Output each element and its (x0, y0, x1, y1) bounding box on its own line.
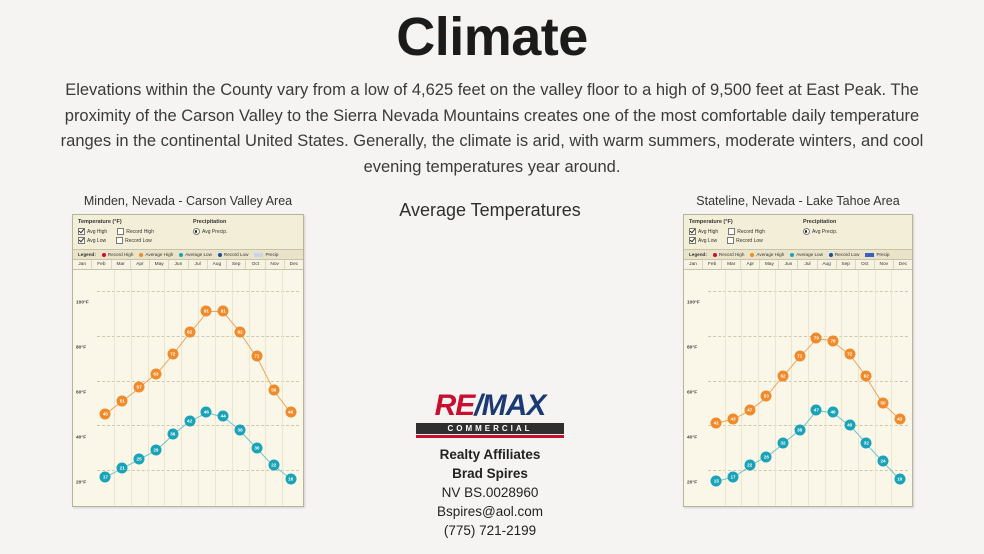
checkbox-icon (689, 228, 696, 235)
chart-gridline-vertical (181, 270, 182, 506)
chart-data-point: 82 (184, 326, 195, 337)
temperature-options (78, 219, 183, 246)
precipitation-options-header: Precipitation (193, 219, 227, 226)
y-tick-label: 100°F (687, 300, 700, 306)
legend-item-record-high (102, 252, 134, 257)
month-label: Nov (266, 260, 285, 269)
legend-text: Record High (107, 252, 134, 258)
legend-text: Average High (756, 252, 785, 258)
chart-data-point: 72 (844, 348, 855, 359)
checkbox-avg-low-label: Avg Low (698, 237, 718, 244)
chart-data-point: 56 (268, 384, 279, 395)
legend-text: Average High (145, 252, 174, 258)
month-label: Jul (189, 260, 208, 269)
y-tick-label: 40°F (76, 435, 87, 441)
chart-gridline-vertical (265, 270, 266, 506)
legend-swatch-icon (254, 253, 263, 257)
legend-item-average-high (750, 252, 784, 257)
precipitation-options (803, 219, 907, 246)
chart-plot-minden (73, 270, 303, 506)
legend-swatch-icon (179, 253, 183, 257)
checkbox-avg-low[interactable] (689, 237, 717, 244)
precipitation-options-header: Precipitation (803, 219, 837, 226)
month-label: Apr (131, 260, 150, 269)
chart-gridline-vertical (725, 270, 726, 506)
chart-data-point: 71 (251, 351, 262, 362)
checkbox-icon (689, 237, 696, 244)
chart-gridline-vertical (232, 270, 233, 506)
month-label: Sep (227, 260, 246, 269)
remax-logo-block (340, 391, 640, 540)
chart-data-point: 32 (861, 438, 872, 449)
chart-data-point: 72 (167, 348, 178, 359)
month-label: Dec (289, 262, 299, 268)
chart-data-point: 45 (100, 409, 111, 420)
chart-data-point: 38 (794, 424, 805, 435)
chart-gridline-vertical (758, 270, 759, 506)
chart-legend-minden (73, 250, 303, 260)
month-label: May (150, 260, 169, 269)
checkbox-record-high-label: Record High (126, 228, 154, 235)
month-label: Jun (169, 260, 188, 269)
y-tick-label: 60°F (76, 390, 87, 396)
remax-max-text: MAX (481, 389, 546, 423)
y-tick-label: 80°F (76, 345, 87, 351)
y-tick-label: 100°F (76, 300, 89, 306)
chart-data-point: 32 (778, 438, 789, 449)
chart-frame-stateline (683, 214, 913, 507)
chart-gridline-vertical (791, 270, 792, 506)
chart-data-point: 17 (100, 471, 111, 482)
chart-caption-stateline: Stateline, Nevada - Lake Tahoe Area (696, 194, 900, 209)
legend-text: Average Low (185, 252, 212, 258)
chart-data-point: 42 (184, 415, 195, 426)
chart-data-point: 91 (201, 306, 212, 317)
intro-paragraph: Elevations within the County vary from a low of 4,625 feet on the valley floor to a high of 9,500 feet at East Peak. The proximity of the Carson Valley to the Sierra Nevada Mountains creates one of the most comfortable daily temperature ranges in the continental United States. Generally, the climate is arid, with warm summers, moderate winters, and cool evening temperatures year around. (60, 81, 924, 176)
radio-avg-precip-label: Avg Precip. (812, 228, 838, 235)
checkbox-record-high-label: Record High (737, 228, 765, 235)
checkbox-icon (116, 237, 123, 244)
legend-item-average-low (179, 252, 212, 257)
legend-item-average-low (790, 252, 823, 257)
chart-data-point: 16 (285, 473, 296, 484)
month-label: Oct (246, 260, 265, 269)
chart-data-point: 46 (285, 406, 296, 417)
chart-data-point: 21 (117, 462, 128, 473)
chart-data-point: 26 (761, 451, 772, 462)
chart-plot-stateline (684, 270, 912, 506)
y-tick-label: 80°F (687, 345, 698, 351)
checkbox-avg-high[interactable] (689, 228, 718, 235)
legend-label: Legend: (78, 252, 96, 258)
legend-swatch-icon (139, 253, 143, 257)
remax-logo (416, 391, 564, 438)
chart-data-point: 91 (218, 306, 229, 317)
remax-re-text: RE (434, 389, 475, 423)
chart-data-point: 41 (711, 418, 722, 429)
checkbox-avg-low-label: Avg Low (87, 237, 107, 244)
checkbox-icon (727, 237, 734, 244)
chart-data-point: 79 (811, 333, 822, 344)
chart-gridline-vertical (858, 270, 859, 506)
chart-gridline-vertical (775, 270, 776, 506)
month-label: Jan (73, 260, 92, 269)
chart-data-point: 44 (218, 411, 229, 422)
chart-data-point: 46 (828, 406, 839, 417)
month-label: Jan (684, 260, 703, 269)
checkbox-avg-high[interactable] (78, 228, 107, 235)
remax-slash-text: / (474, 389, 482, 423)
chart-data-point: 15 (711, 476, 722, 487)
legend-text: Precip (265, 252, 279, 258)
chart-data-point: 53 (761, 391, 772, 402)
remax-red-underline (416, 435, 564, 438)
chart-data-point: 50 (878, 397, 889, 408)
legend-text: Record Low (223, 252, 249, 258)
legend-swatch-icon (790, 253, 794, 257)
legend-text: Record High (718, 252, 745, 258)
chart-gridline-vertical (808, 270, 809, 506)
legend-item-precip (254, 252, 278, 257)
chart-data-point: 47 (744, 404, 755, 415)
month-label: Oct (856, 260, 875, 269)
chart-gridline-vertical (131, 270, 132, 506)
legend-item-average-high (139, 252, 173, 257)
checkbox-record-low-label: Record Low (125, 237, 152, 244)
page-title: Climate (396, 7, 588, 67)
chart-month-axis-minden (73, 260, 303, 270)
chart-data-point: 82 (235, 326, 246, 337)
month-label: Jul (798, 260, 817, 269)
chart-gridline-vertical (215, 270, 216, 506)
checkbox-avg-low[interactable] (78, 237, 106, 244)
legend-swatch-icon (102, 253, 106, 257)
radio-icon (193, 228, 200, 235)
chart-data-point: 43 (894, 413, 905, 424)
checkbox-record-high[interactable] (728, 228, 765, 235)
month-label: Jun (779, 260, 798, 269)
chart-data-point: 51 (117, 395, 128, 406)
checkbox-avg-high-label: Avg High (87, 228, 108, 235)
chart-data-point: 43 (728, 413, 739, 424)
checkbox-record-low-label: Record Low (736, 237, 763, 244)
month-label: Nov (875, 260, 894, 269)
chart-data-point: 30 (251, 442, 262, 453)
radio-avg-precip[interactable] (803, 228, 837, 235)
contact-email[interactable]: Bspires@aol.com (437, 503, 543, 519)
chart-data-point: 22 (268, 460, 279, 471)
charts-row (0, 194, 984, 538)
chart-data-point: 36 (167, 429, 178, 440)
month-label: Aug (208, 260, 227, 269)
chart-data-point: 46 (201, 406, 212, 417)
legend-item-record-low (218, 252, 249, 257)
y-tick-label: 60°F (687, 390, 698, 396)
chart-gridline-vertical (148, 270, 149, 506)
radio-avg-precip[interactable] (193, 228, 227, 235)
chart-gridline-vertical (198, 270, 199, 506)
chart-gridline-vertical (164, 270, 165, 506)
legend-text: Average Low (796, 252, 823, 258)
chart-y-axis-minden (73, 270, 97, 506)
chart-data-point: 57 (134, 382, 145, 393)
chart-caption-minden: Minden, Nevada - Carson Valley Area (83, 194, 293, 209)
checkbox-icon (728, 228, 735, 235)
contact-phone: (775) 721-2199 (443, 522, 537, 538)
chart-data-point: 16 (894, 473, 905, 484)
temperature-options-header: Temperature (°F) (689, 219, 733, 226)
chart-options-stateline (684, 215, 912, 250)
contact-agent: Brad Spires (452, 466, 528, 482)
contact-company: Realty Affiliates (439, 447, 541, 463)
chart-data-point: 62 (778, 371, 789, 382)
month-label: Mar (722, 260, 741, 269)
y-tick-label: 20°F (76, 480, 87, 486)
legend-text: Record Low (834, 252, 860, 258)
remax-commercial-bar: COMMERCIAL (416, 423, 564, 434)
month-label: Mar (112, 260, 131, 269)
chart-options-minden (73, 215, 303, 250)
legend-item-record-high (713, 252, 745, 257)
contact-license: NV BS.0028960 (441, 485, 539, 501)
chart-data-point: 71 (794, 351, 805, 362)
chart-block-minden (38, 194, 338, 507)
chart-data-point: 62 (861, 371, 872, 382)
precipitation-options (193, 219, 298, 246)
legend-swatch-icon (829, 253, 833, 257)
remax-wordmark (416, 391, 564, 421)
chart-data-point: 17 (728, 471, 739, 482)
month-label: Dec (898, 262, 908, 268)
month-label: Aug (818, 260, 837, 269)
checkbox-record-low[interactable] (116, 237, 152, 244)
chart-data-point: 63 (150, 368, 161, 379)
legend-swatch-icon (218, 253, 222, 257)
chart-data-point: 38 (235, 424, 246, 435)
legend-item-precip (865, 252, 889, 257)
checkbox-icon (78, 237, 85, 244)
chart-data-point: 25 (134, 453, 145, 464)
chart-data-point: 22 (744, 460, 755, 471)
radio-icon (803, 228, 810, 235)
chart-data-point: 47 (811, 404, 822, 415)
chart-data-point: 24 (878, 456, 889, 467)
legend-item-record-low (829, 252, 860, 257)
month-label: Feb (92, 260, 111, 269)
legend-swatch-icon (865, 253, 874, 257)
month-label: Apr (741, 260, 760, 269)
checkbox-avg-high-label: Avg High (698, 228, 719, 235)
y-tick-label: 40°F (687, 435, 698, 441)
chart-data-point: 29 (150, 444, 161, 455)
chart-block-stateline (648, 194, 948, 507)
checkbox-record-low[interactable] (727, 237, 763, 244)
chart-gridline-vertical (825, 270, 826, 506)
chart-gridline-vertical (841, 270, 842, 506)
radio-avg-precip-label: Avg Precip. (202, 228, 228, 235)
month-label: Feb (703, 260, 722, 269)
average-temperatures-title: Average Temperatures (399, 200, 581, 221)
temperature-options-header: Temperature (°F) (78, 219, 122, 226)
center-column (340, 194, 640, 540)
month-label: May (760, 260, 779, 269)
contact-block (340, 446, 640, 540)
chart-gridline-vertical (875, 270, 876, 506)
checkbox-icon (78, 228, 85, 235)
y-tick-label: 20°F (687, 480, 698, 486)
chart-data-point: 78 (828, 335, 839, 346)
legend-text: Precip (876, 252, 890, 258)
chart-data-point: 40 (844, 420, 855, 431)
legend-label: Legend: (689, 252, 707, 258)
temperature-options (689, 219, 793, 246)
chart-gridline-vertical (249, 270, 250, 506)
month-label: Sep (837, 260, 856, 269)
chart-y-axis-stateline (684, 270, 708, 506)
legend-swatch-icon (750, 253, 754, 257)
legend-swatch-icon (713, 253, 717, 257)
chart-month-axis-stateline (684, 260, 912, 270)
checkbox-icon (117, 228, 124, 235)
chart-legend-stateline (684, 250, 912, 260)
chart-frame-minden (72, 214, 304, 507)
checkbox-record-high[interactable] (117, 228, 154, 235)
